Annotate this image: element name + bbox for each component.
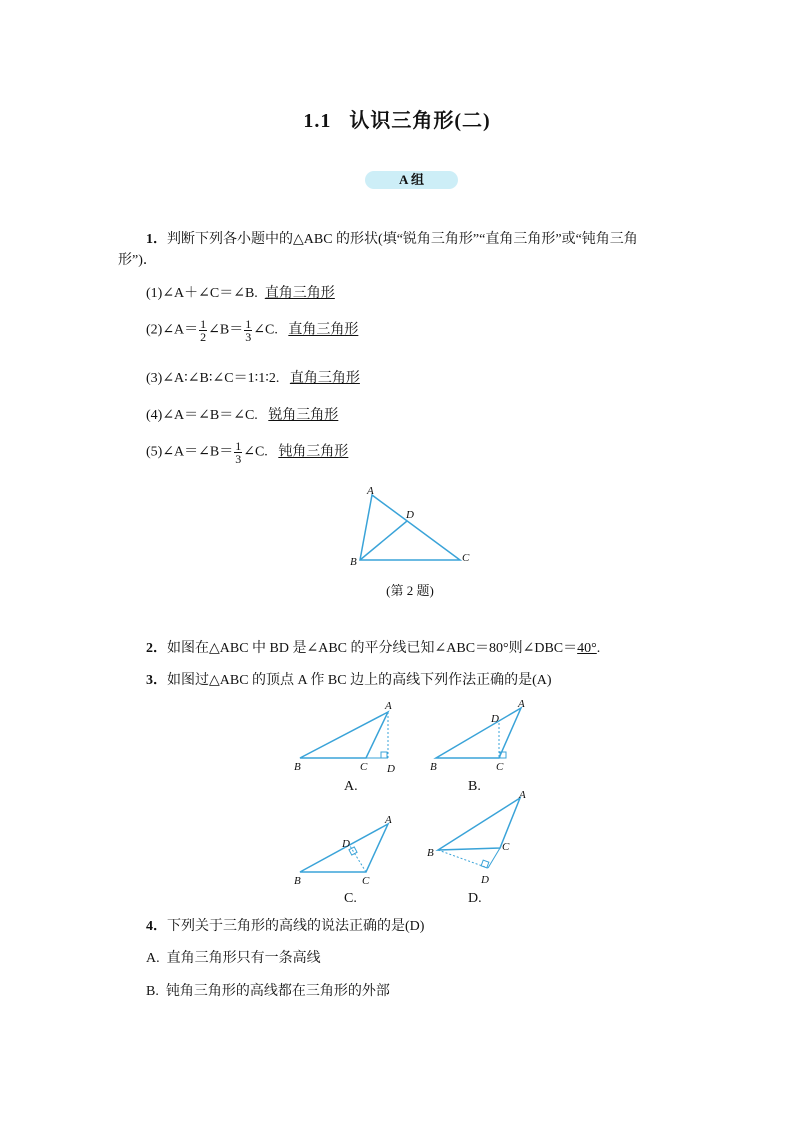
label-c: C	[496, 761, 504, 773]
q2-number: 2．	[146, 641, 167, 656]
q3-figure-b	[426, 700, 536, 778]
q2-text: 如图在△ABC 中 BD 是∠ABC 的平分线已知∠ABC＝80°则∠DBC＝	[167, 641, 578, 656]
fraction-denominator: 3	[245, 330, 252, 344]
q1-item-5-answer: 钝角三角形	[278, 444, 349, 460]
label-b: B	[350, 556, 357, 568]
label-a: A	[385, 700, 392, 712]
q1-item-4-answer: 锐角三角形	[268, 408, 339, 423]
fraction-third	[244, 318, 252, 343]
label-a: A	[367, 485, 374, 497]
q1-number: 1．	[146, 232, 167, 247]
label-d: D	[481, 874, 489, 886]
q1-item-5-prefix-b: ∠C.	[243, 444, 268, 460]
q1-item-4	[146, 405, 338, 427]
q1-item-2-prefix-a: (2)∠A＝	[146, 322, 199, 338]
q2-figure	[340, 480, 480, 575]
q3-figure-d	[424, 788, 534, 892]
q4-option-b-text: 钝角三角形的高线都在三角形的外部	[165, 984, 390, 999]
page-title	[0, 104, 794, 133]
label-b: B	[430, 761, 437, 773]
q4-number: 4．	[146, 919, 167, 934]
fraction-numerator: 1	[245, 317, 252, 331]
q4-option-a-text: 直角三角形只有一条高线	[166, 951, 321, 966]
right-angle-mark	[381, 752, 387, 758]
label-c: C	[362, 875, 370, 887]
label-d: D	[387, 763, 395, 775]
q1-item-2-prefix-c: ∠C.	[253, 322, 278, 338]
q1-stem-text: 判断下列各小题中的△ABC 的形状(填“锐角三角形”“直角三角形”或“钝角三角	[167, 232, 638, 247]
q2-figure-caption: (第 2 题)	[386, 583, 434, 598]
label-d: D	[342, 838, 350, 850]
q1-stem-line2: 形”)．	[118, 253, 157, 268]
q3-option-c-label: C.	[344, 891, 357, 906]
q1-item-3	[146, 368, 360, 390]
q2-end: .	[596, 641, 601, 656]
label-d: D	[406, 509, 414, 521]
q3-answer: (A)	[532, 673, 552, 688]
triangle	[300, 712, 388, 758]
q1-item-1-answer: 直角三角形	[264, 286, 335, 301]
label-c: C	[462, 552, 470, 564]
fraction-third	[234, 440, 242, 465]
q3-figure-a	[288, 700, 408, 778]
q1-item-2	[146, 318, 358, 343]
q3-number: 3．	[146, 673, 167, 688]
bisector-bd	[360, 521, 407, 560]
fraction-numerator: 1	[235, 439, 242, 453]
fraction-denominator: 2	[200, 330, 207, 344]
q3-option-a-label: A.	[344, 779, 358, 794]
label-b: B	[294, 761, 301, 773]
q3-option-b-label: B.	[468, 779, 481, 794]
q1-stem-line1	[146, 229, 686, 251]
q1-item-3-prefix: (3)∠A∶∠B∶∠C＝1∶1∶2.	[146, 371, 280, 386]
right-angle-mark	[481, 860, 489, 868]
fraction-denominator: 3	[235, 452, 242, 466]
q4	[146, 916, 424, 938]
q4-option-a-letter: A.	[146, 951, 160, 966]
fraction-numerator: 1	[200, 317, 207, 331]
q4-option-b-letter: B.	[146, 984, 159, 999]
altitude-line	[350, 846, 366, 872]
fraction-half	[199, 318, 207, 343]
altitude-line	[438, 850, 488, 868]
q1-item-5-prefix-a: (5)∠A＝∠B＝	[146, 444, 234, 460]
q3-text: 如图过△ABC 的顶点 A 作 BC 边上的高线下列作法正确的是	[167, 673, 533, 688]
group-badge: A 组	[365, 171, 458, 189]
q1-item-3-answer: 直角三角形	[289, 371, 360, 386]
q1-item-5	[146, 440, 348, 465]
label-b: B	[427, 847, 434, 859]
extended-side	[488, 848, 500, 868]
label-c: C	[360, 761, 368, 773]
triangle	[436, 708, 521, 758]
q4-option-a	[146, 948, 321, 970]
label-a: A	[519, 789, 526, 801]
q1-item-1-prefix: (1)∠A＋∠C＝∠B.	[146, 286, 258, 301]
q1-item-2-prefix-b: ∠B＝	[208, 322, 244, 338]
q1-item-4-prefix: (4)∠A＝∠B＝∠C.	[146, 408, 258, 423]
q3-option-d-label: D.	[468, 891, 482, 906]
q1-item-1	[146, 283, 335, 305]
q4-text: 下列关于三角形的高线的说法正确的是	[167, 919, 405, 934]
label-a: A	[518, 700, 525, 710]
label-d: D	[491, 713, 499, 725]
q3	[146, 670, 552, 692]
label-a: A	[385, 814, 392, 826]
title-number: 1.1	[303, 110, 332, 132]
q2-answer: 40°	[577, 641, 597, 656]
q4-option-b	[146, 981, 390, 1003]
title-text: 认识三角形(二)	[349, 110, 491, 132]
q3-figure-c	[288, 812, 408, 890]
label-c: C	[502, 841, 510, 853]
label-b: B	[294, 875, 301, 887]
q1-item-2-answer: 直角三角形	[288, 322, 359, 338]
q4-answer: (D)	[405, 919, 425, 934]
q2	[146, 638, 600, 660]
triangle-abc	[360, 495, 460, 560]
